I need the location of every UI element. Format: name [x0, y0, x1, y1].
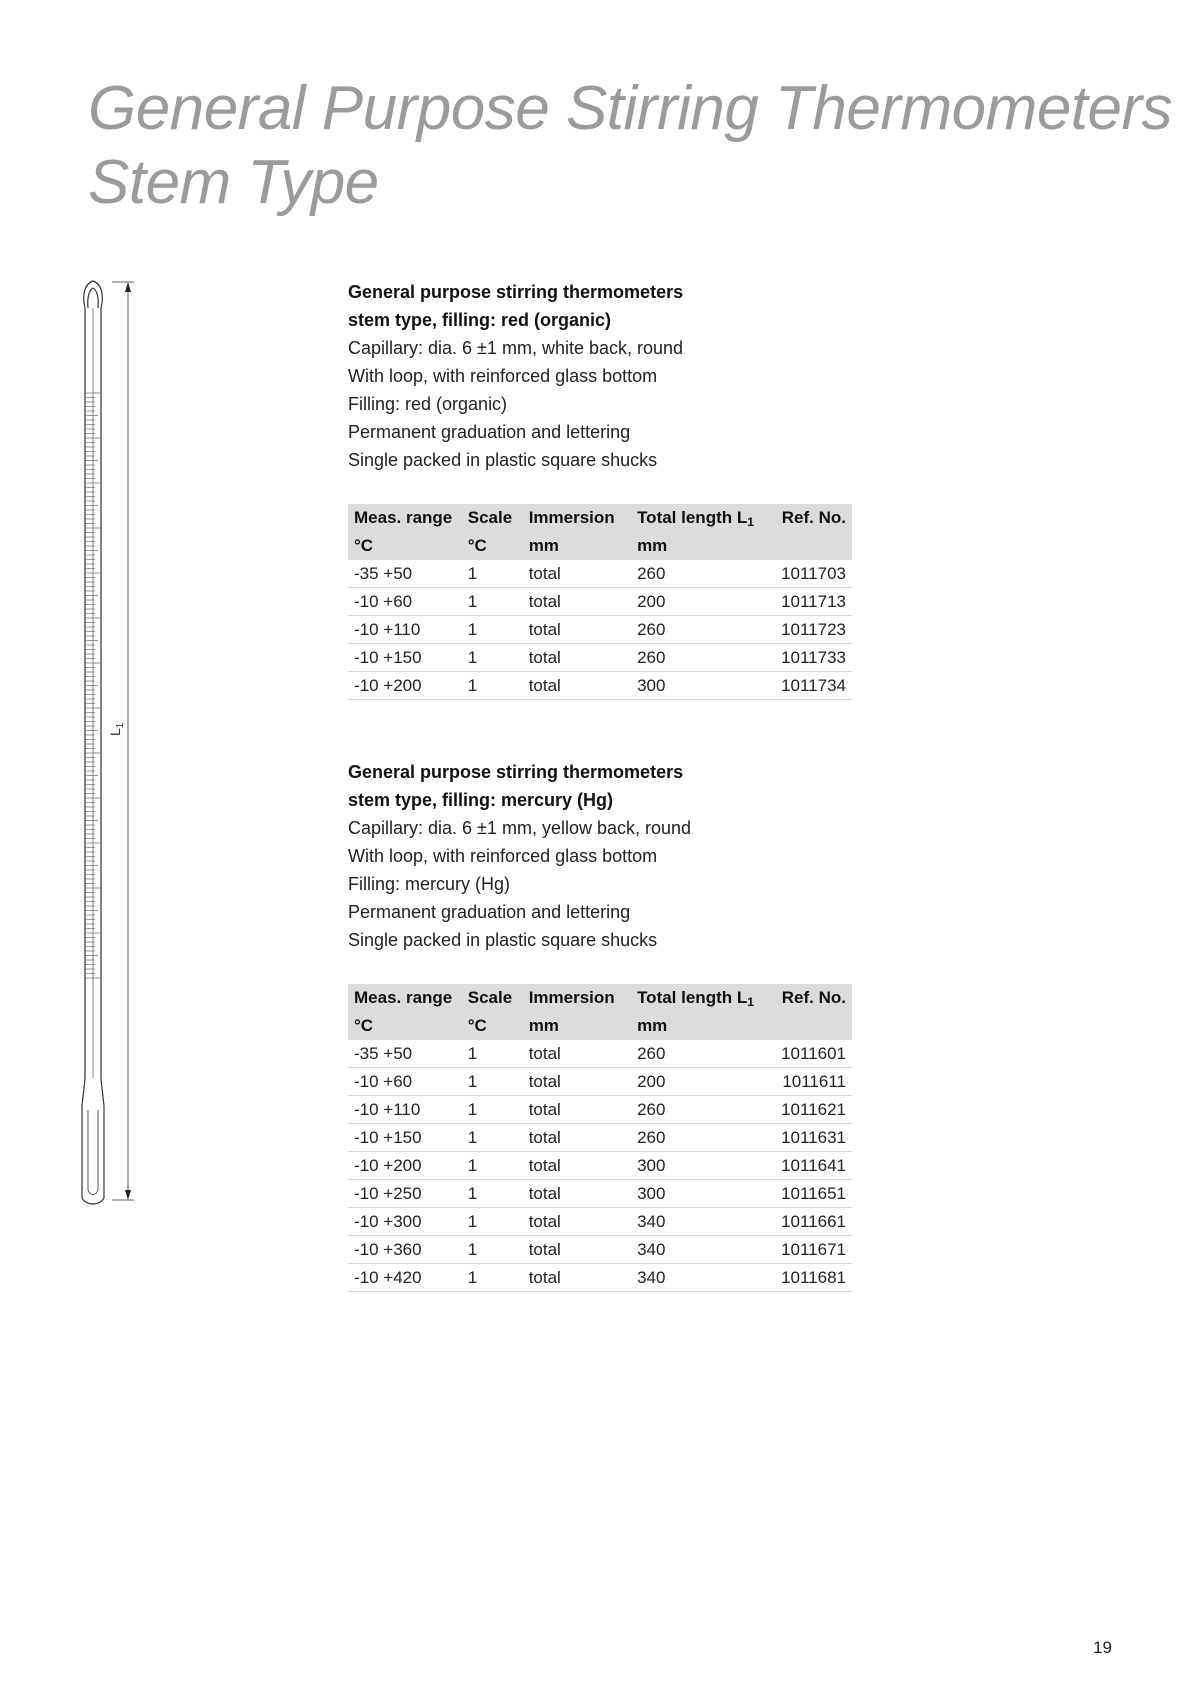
cell-scale: 1	[462, 672, 523, 700]
cell-scale: 1	[462, 1068, 523, 1096]
cell-meas-range: -10 +150	[348, 1124, 462, 1152]
cell-meas-range: -35 +50	[348, 560, 462, 588]
unit-cell: °C	[348, 532, 462, 560]
cell-total-length: 260	[631, 560, 768, 588]
cell-total-length: 260	[631, 644, 768, 672]
section-heading: General purpose stirring thermometers	[348, 282, 684, 302]
cell-ref-no: 1011713	[768, 588, 852, 616]
table-header-row	[348, 984, 852, 1012]
column-header-scale: Scale	[462, 504, 523, 532]
cell-immersion: total	[523, 1152, 631, 1180]
spec-line: Capillary: dia. 6 ±1 mm, yellow back, round	[348, 818, 692, 838]
unit-cell	[768, 532, 852, 560]
cell-immersion: total	[523, 1040, 631, 1068]
cell-scale: 1	[462, 1124, 523, 1152]
cell-immersion: total	[523, 588, 631, 616]
cell-meas-range: -10 +300	[348, 1208, 462, 1236]
cell-meas-range: -35 +50	[348, 1040, 462, 1068]
spec-line: Filling: red (organic)	[348, 394, 508, 414]
table-row	[348, 1068, 852, 1096]
cell-total-length: 260	[631, 616, 768, 644]
cell-total-length: 340	[631, 1264, 768, 1292]
unit-cell: mm	[523, 1012, 631, 1040]
cell-ref-no: 1011671	[768, 1236, 852, 1264]
column-header-meas-range: Meas. range	[348, 504, 462, 532]
cell-total-length: 200	[631, 1068, 768, 1096]
cell-total-length: 300	[631, 672, 768, 700]
cell-scale: 1	[462, 1208, 523, 1236]
cell-meas-range: -10 +110	[348, 616, 462, 644]
column-header-total-length: Total length $L_1$	[631, 504, 768, 532]
table-row	[348, 1096, 852, 1124]
unit-cell: °C	[348, 1012, 462, 1040]
cell-immersion: total	[523, 1236, 631, 1264]
column-header-immersion: Immersion	[523, 504, 631, 532]
unit-cell	[768, 1012, 852, 1040]
unit-cell: mm	[631, 532, 768, 560]
spec-line: Permanent graduation and lettering	[348, 422, 631, 442]
cell-total-length: 340	[631, 1208, 768, 1236]
cell-ref-no: 1011723	[768, 616, 852, 644]
cell-scale: 1	[462, 1236, 523, 1264]
cell-immersion: total	[523, 672, 631, 700]
red-filling-section	[348, 278, 852, 700]
cell-scale: 1	[462, 1040, 523, 1068]
unit-cell: mm	[631, 1012, 768, 1040]
cell-scale: 1	[462, 1152, 523, 1180]
table-row	[348, 672, 852, 700]
cell-scale: 1	[462, 560, 523, 588]
cell-immersion: total	[523, 1124, 631, 1152]
cell-immersion: total	[523, 1068, 631, 1096]
cell-meas-range: -10 +420	[348, 1264, 462, 1292]
column-header-total-length: Total length $L_1$	[631, 984, 768, 1012]
thermometer-drawing	[78, 278, 148, 1208]
cell-ref-no: 1011734	[768, 672, 852, 700]
cell-ref-no: 1011703	[768, 560, 852, 588]
table-row	[348, 644, 852, 672]
table-row	[348, 1264, 852, 1292]
cell-meas-range: -10 +110	[348, 1096, 462, 1124]
cell-total-length: 300	[631, 1180, 768, 1208]
table-row	[348, 560, 852, 588]
cell-immersion: total	[523, 1264, 631, 1292]
cell-ref-no: 1011641	[768, 1152, 852, 1180]
cell-immersion: total	[523, 644, 631, 672]
mercury-filling-section	[348, 758, 852, 1292]
cell-ref-no: 1011661	[768, 1208, 852, 1236]
table-row	[348, 1208, 852, 1236]
spec-line: Single packed in plastic square shucks	[348, 930, 658, 950]
table-row	[348, 1124, 852, 1152]
cell-ref-no: 1011681	[768, 1264, 852, 1292]
page-title-line-1: General Purpose Stirring Thermometers	[88, 74, 1173, 143]
spec-table	[348, 504, 852, 700]
column-header-ref-no: Ref. No.	[768, 984, 852, 1012]
cell-ref-no: 1011651	[768, 1180, 852, 1208]
section-heading-subtitle: stem type, filling: mercury (Hg)	[348, 790, 614, 810]
section-heading: General purpose stirring thermometers	[348, 762, 684, 782]
table-row	[348, 1180, 852, 1208]
cell-meas-range: -10 +200	[348, 672, 462, 700]
cell-scale: 1	[462, 1264, 523, 1292]
table-row	[348, 616, 852, 644]
cell-immersion: total	[523, 1180, 631, 1208]
cell-total-length: 200	[631, 588, 768, 616]
page-title-line-2: Stem Type	[88, 148, 379, 217]
cell-meas-range: -10 +200	[348, 1152, 462, 1180]
spec-line: Capillary: dia. 6 ±1 mm, white back, round	[348, 338, 684, 358]
spec-table	[348, 984, 852, 1292]
cell-ref-no: 1011601	[768, 1040, 852, 1068]
page-title	[88, 72, 1172, 220]
cell-meas-range: -10 +150	[348, 644, 462, 672]
table-row	[348, 588, 852, 616]
cell-ref-no: 1011611	[768, 1068, 852, 1096]
unit-cell: mm	[523, 532, 631, 560]
table-header-row	[348, 504, 852, 532]
cell-meas-range: -10 +60	[348, 588, 462, 616]
page-number: 19	[1093, 1638, 1112, 1657]
cell-scale: 1	[462, 1096, 523, 1124]
cell-immersion: total	[523, 616, 631, 644]
dimension-label: $L_1$	[107, 722, 126, 736]
cell-immersion: total	[523, 1096, 631, 1124]
table-row	[348, 1152, 852, 1180]
section-heading-subtitle: stem type, filling: red (organic)	[348, 310, 612, 330]
cell-scale: 1	[462, 644, 523, 672]
table-row	[348, 1236, 852, 1264]
cell-total-length: 340	[631, 1236, 768, 1264]
cell-scale: 1	[462, 616, 523, 644]
table-units-row	[348, 1012, 852, 1040]
column-header-scale: Scale	[462, 984, 523, 1012]
spec-line: Permanent graduation and lettering	[348, 902, 631, 922]
spec-line: Filling: mercury (Hg)	[348, 874, 511, 894]
cell-ref-no: 1011621	[768, 1096, 852, 1124]
spec-line: With loop, with reinforced glass bottom	[348, 846, 658, 866]
cell-ref-no: 1011733	[768, 644, 852, 672]
column-header-ref-no: Ref. No.	[768, 504, 852, 532]
table-row	[348, 1040, 852, 1068]
unit-cell: °C	[462, 532, 523, 560]
cell-scale: 1	[462, 1180, 523, 1208]
unit-cell: °C	[462, 1012, 523, 1040]
cell-scale: 1	[462, 588, 523, 616]
spec-line: With loop, with reinforced glass bottom	[348, 366, 658, 386]
spec-line: Single packed in plastic square shucks	[348, 450, 658, 470]
column-header-meas-range: Meas. range	[348, 984, 462, 1012]
cell-meas-range: -10 +60	[348, 1068, 462, 1096]
cell-immersion: total	[523, 1208, 631, 1236]
cell-meas-range: -10 +250	[348, 1180, 462, 1208]
column-header-immersion: Immersion	[523, 984, 631, 1012]
cell-total-length: 300	[631, 1152, 768, 1180]
cell-immersion: total	[523, 560, 631, 588]
cell-ref-no: 1011631	[768, 1124, 852, 1152]
cell-total-length: 260	[631, 1124, 768, 1152]
cell-meas-range: -10 +360	[348, 1236, 462, 1264]
table-units-row	[348, 532, 852, 560]
cell-total-length: 260	[631, 1040, 768, 1068]
cell-total-length: 260	[631, 1096, 768, 1124]
